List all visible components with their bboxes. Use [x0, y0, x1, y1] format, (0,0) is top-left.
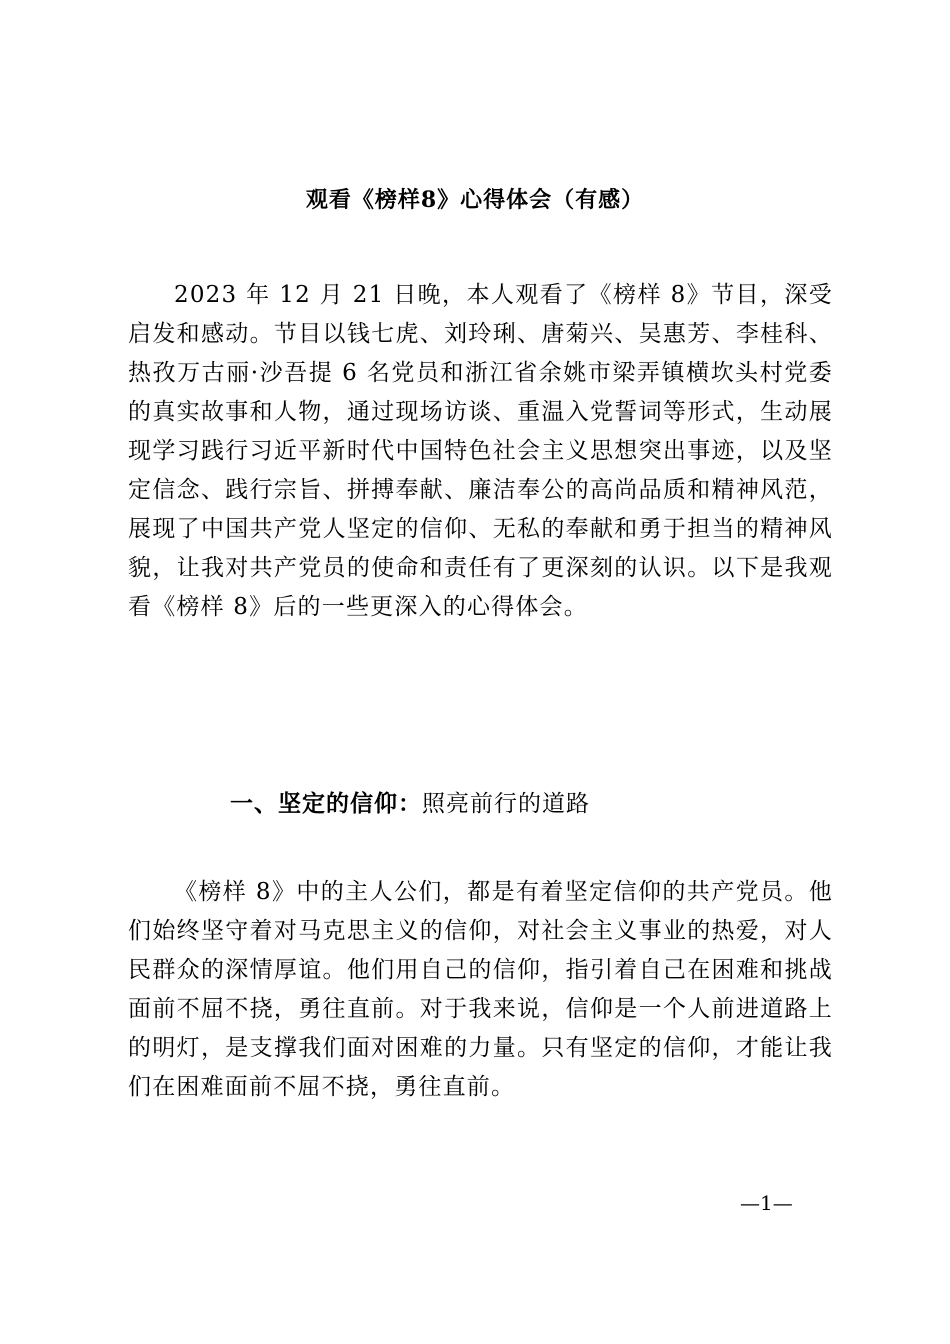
section-heading: [230, 785, 590, 824]
section-heading-number: 一、坚定的信仰：: [230, 791, 422, 817]
document-title: 观看《榜样8》心得体会（有感）: [305, 187, 645, 213]
page-number: —1—: [740, 1191, 793, 1215]
section-paragraph: 《榜样 8》中的主人公们，都是有着坚定信仰的共产党员。他们始终坚守着对马克思主义的信仰，对社会主义事业的热爱，对人民群众的深情厚谊。他们用自己的信仰，指引着自己在困难和挑战面前不屈不挠，勇往直前。对于我来说，信仰是一个人前进道路上的明灯，是支撑我们面对困难的力量。只有坚定的信仰，才能让我们在困难面前不屈不挠，勇往直前。: [128, 879, 833, 1100]
section-heading-text: 照亮前行的道路: [422, 791, 590, 817]
intro-paragraph: 2023 年 12 月 21 日晚，本人观看了《榜样 8》节目，深受启发和感动。节目以钱七虎、刘玲琍、唐菊兴、吴惠芳、李桂科、热孜万古丽·沙吾提 6 名党员和浙江省余姚市梁弄镇横坎头村党委的真实故事和人物，通过现场访谈、重温入党誓词等形式，生动展现学习践行习近平新时代中国特色社会主义思想突出事迹，以及坚定信念、践行宗旨、拼搏奉献、廉洁奉公的高尚品质和精神风范，展现了中国共产党人坚定的信仰、无私的奉献和勇于担当的精神风貌，让我对共产党员的使命和责任有了更深刻的认识。以下是我观看《榜样 8》后的一些更深入的心得体会。: [128, 282, 833, 620]
